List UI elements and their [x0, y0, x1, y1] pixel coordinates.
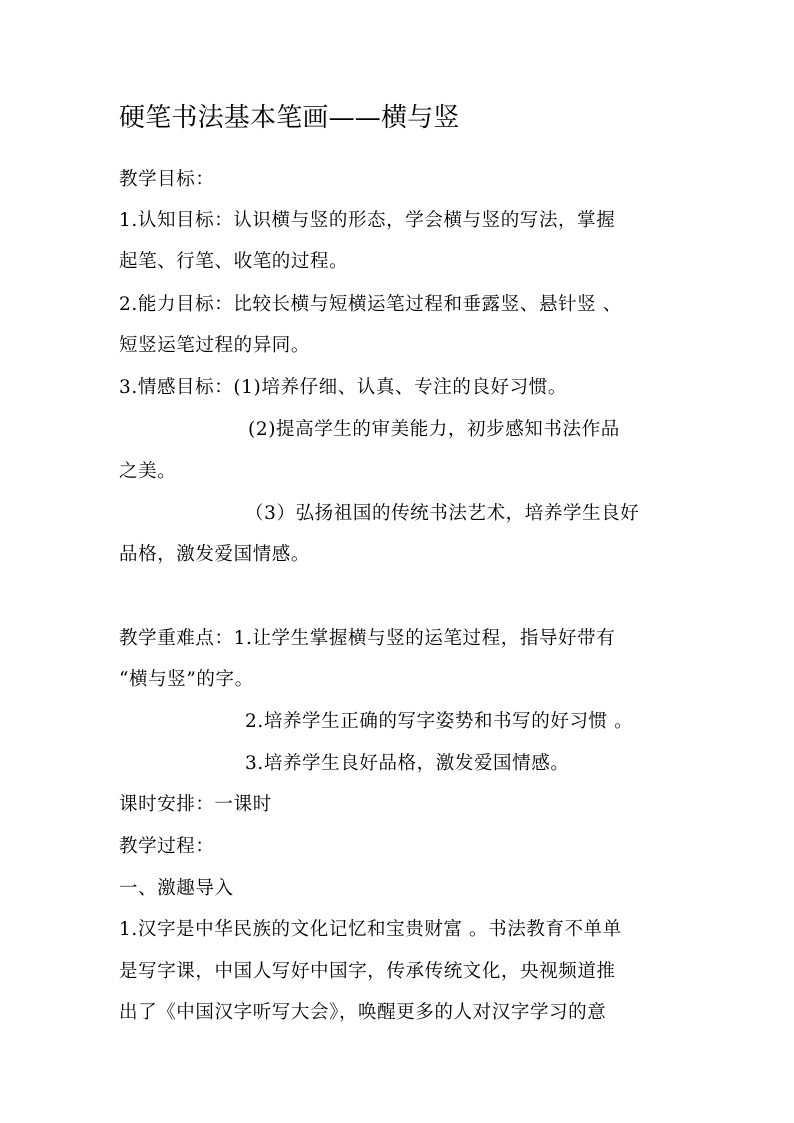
objective3-sub3-line1: （3）弘扬祖国的传统书法艺术，培养学生良好 [245, 503, 640, 524]
objective3-sub2-line1: (2)提高学生的审美能力，初步感知书法作品 [248, 419, 620, 440]
keypoints-line2: “横与竖”的字。 [119, 669, 254, 690]
para1-line3: 出了《中国汉字听写大会》，唤醒更多的人对汉字学习的意 [119, 1002, 607, 1023]
objective3-sub3-line2: 品格，激发爱国情感。 [119, 544, 311, 565]
objectives-heading: 教学目标： [119, 169, 215, 190]
objective2-line2: 短竖运笔过程的异同。 [119, 335, 311, 356]
section1-heading: 一、激趣导入 [119, 878, 234, 899]
objective3-sub2-line2: 之美。 [119, 461, 177, 482]
para1-line2: 是写字课，中国人写好中国字，传承传统文化，央视频道推 [119, 961, 616, 982]
schedule-line: 课时安排：一课时 [119, 794, 272, 815]
objective3-line1: 3.情感目标：(1)培养仔细、认真、专注的良好习惯。 [119, 377, 567, 398]
keypoints-line1: 教学重难点：1.让学生掌握横与竖的运笔过程，指导好带有 [119, 628, 616, 649]
objective2-line1: 2.能力目标：比较长横与短横运笔过程和垂露竖、悬针竖 、 [119, 294, 622, 315]
process-heading: 教学过程： [119, 836, 215, 857]
keypoints-item2: 2.培养学生正确的写字姿势和书写的好习惯 。 [245, 711, 634, 732]
objective1-line1: 1.认知目标：认识横与竖的形态，学会横与竖的写法，掌握 [119, 210, 616, 231]
keypoints-item3: 3.培养学生良好品格，激发爱国情感。 [245, 753, 570, 774]
document-title: 硬笔书法基本笔画——横与竖 [119, 103, 460, 133]
para1-line1: 1.汉字是中华民族的文化记忆和宝贵财富 。书法教育不单单 [119, 919, 622, 940]
objective1-line2: 起笔、行笔、收笔的过程。 [119, 251, 349, 272]
